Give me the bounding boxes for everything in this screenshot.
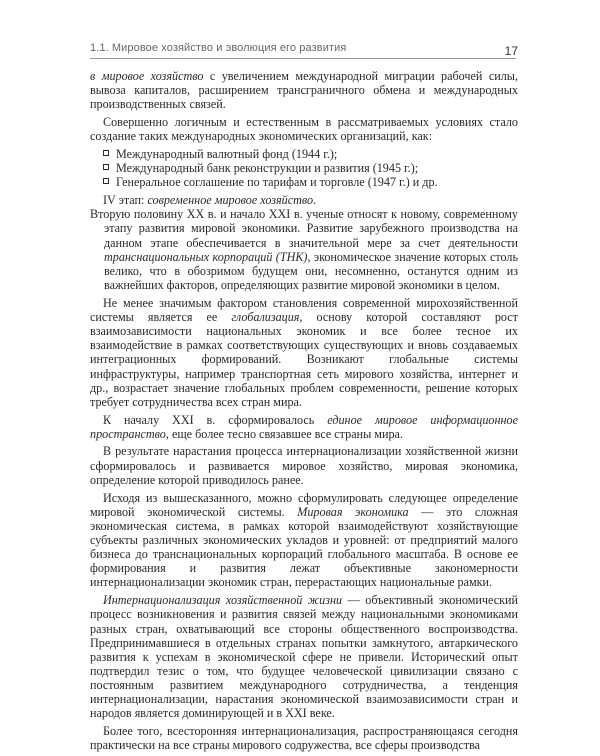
stage-heading: IV этап: современное мировое хозяйство. bbox=[103, 193, 317, 208]
list-item: Генеральное соглашение по тарифам и торговле (1947 г.) и др. bbox=[90, 175, 518, 189]
italic-term: современное мировое хозяйство bbox=[147, 193, 314, 208]
paragraph-globalization: Не менее значимым фактором становления современной мирохозяйственной системы является ее глобализация, основу которой составляют рост взаимозависимости национальных экономик и все более тесное их взаимодействие в рамках соответствующих существующих и вновь создаваемых интеграционных формирований. Возникают глобальные системы инфраструктуры, например транспортная сеть мирового хозяйства, интернет и др., возрастает значение глобальных проблем современности, решение которых требует сотрудничества всех стран мира. bbox=[90, 295, 518, 409]
italic-term: Интернационализация хозяйственной жизни bbox=[103, 593, 343, 608]
italic-term: единое мировое информационное пространство bbox=[90, 412, 519, 441]
italic-term: глобализация bbox=[231, 309, 300, 324]
page-number: 17 bbox=[504, 44, 518, 58]
paragraph-modern-stage: Вторую половину XX в. и начало XXI в. ученые относят к новому, современному этапу развития мировой экономики. Развитие зарубежного производства на данном этапе обеспечивается в значительной мере за счет деятельности транснациональных корпораций (ТНК), экономическое значение которых столь велико, что в обозримом будущем они, несомненно, останутся одним из важнейших факторов, определяющих развитие мировой экономики в целом. bbox=[90, 207, 518, 292]
square-bullet-icon bbox=[103, 164, 109, 170]
paragraph-internationalization-result: В результате нарастания процесса интернационализации хозяйственной жизни сформировалось и развивается мировое хозяйство, мировая экономика, определение которой приводилось ранее. bbox=[90, 444, 518, 487]
paragraph-intro-continued: в мировое хозяйство с увеличением международной миграции рабочей силы, вывоза капиталов, расширением трансграничного обмена и международных производственных связей. bbox=[90, 69, 518, 112]
paragraph-world-economy-definition: Исходя из вышесказанного, можно сформулировать следующее определение мировой экономической системы. Мировая экономика — это сложная экономическая система, в рамках которой взаимодействуют хозяйствующие субъекты различных экономических укладов и уровней: от предприятий малого бизнеса до транснациональных корпораций глобального масштаба. В основе ее формирования и развития лежат объективные закономерности интернационализации экономик стран, перерастающих национальные рамки. bbox=[90, 490, 519, 590]
running-head: 1.1. Мировое хозяйство и эволюция его развития bbox=[90, 42, 516, 59]
page-body bbox=[90, 69, 518, 756]
italic-term: транснациональных корпораций (ТНК) bbox=[104, 249, 308, 264]
organization-list bbox=[90, 147, 518, 189]
paragraph-information-space: К началу XXI в. сформировалось единое мировое информационное пространство, еще более тесно связавшее все страны мира. bbox=[90, 412, 519, 441]
paragraph-comprehensive-internationalization: Более того, всесторонняя интернационализация, распространяющаяся сегодня практически на все страны мирового содружества, все сферы производства bbox=[90, 724, 518, 753]
square-bullet-icon bbox=[103, 178, 109, 184]
italic-term: в мировое хозяйство bbox=[90, 69, 204, 83]
paragraph-organizations: Совершенно логичным и естественным в рассматриваемых условиях стало создание таких международных экономических организаций, как: bbox=[90, 115, 518, 144]
square-bullet-icon bbox=[103, 150, 109, 156]
italic-term: Мировая экономика bbox=[297, 504, 409, 519]
paragraph-internationalization-definition: Интернационализация хозяйственной жизни — объективный экономический процесс возникновения и развития связей между национальными экономиками разных стран, охватывающий все стороны общественного воспроизводства. Предпринимавшиеся в отдельных странах попытки замкнутого, автаркического развития к успехам в экономической сфере не привели. Исторический опыт подтвердил тезис о том, что будущее человеческой цивилизации связано с постоянным развитием международного сотрудничества, а тенденция интернационализации, нарастания экономической взаимозависимости стран и народов является доминирующей и в XXI веке. bbox=[90, 593, 518, 721]
list-item: Международный банк реконструкции и развития (1945 г.); bbox=[90, 161, 518, 175]
list-item: Международный валютный фонд (1944 г.); bbox=[90, 147, 518, 161]
